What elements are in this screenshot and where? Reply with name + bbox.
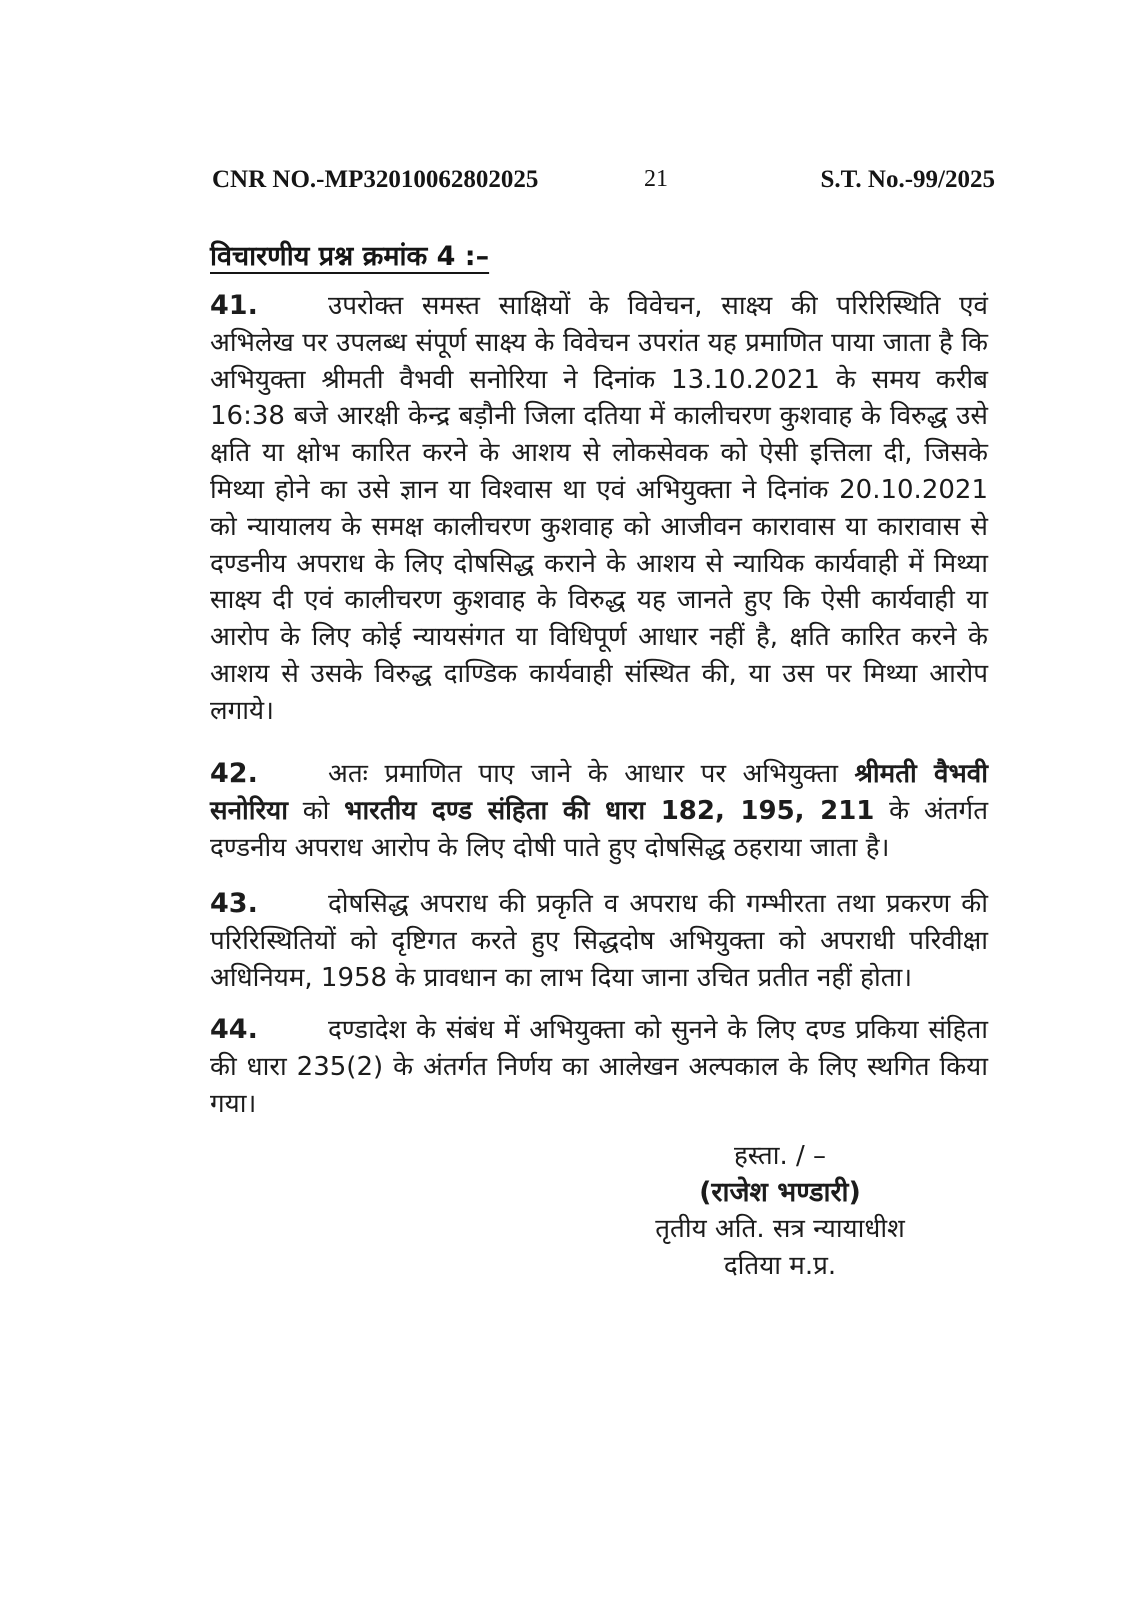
paragraph-text-segment: श्रीमती वैभवी सनोरिया (210, 759, 988, 826)
signature-place: दतिया म.प्र. (723, 1250, 837, 1281)
paragraph-text-segment: को (287, 795, 345, 826)
paragraph-number: 43. (210, 888, 258, 919)
paragraph-text-segment: के अंतर्गत दण्डनीय अपराध आरोप के लिए दोषी पाते हुए दोषसिद्ध ठहराया जाता है। (210, 795, 989, 863)
paragraph-43 (210, 886, 988, 996)
paragraph-text-segment: भारतीय दण्ड संहिता की धारा 182, 195, 211 (344, 795, 875, 826)
paragraph-41 (210, 288, 988, 730)
paragraph-text-segment: दोषसिद्ध अपराध की प्रकृति व अपराध की गम्भीरता तथा प्रकरण की परिरिस्थितियों को दृष्टिगत करते हुए सिद्धदोष अभियुक्ता को अपराधी परिवीक्षा अधिनियम, 1958 के प्रावधान का लाभ दिया जाना उचित प्रतीत नहीं होता। (210, 889, 988, 993)
header-page-number: 21 (644, 166, 668, 192)
signature-block (600, 1138, 960, 1284)
header-st-number: S.T. No.-99/2025 (820, 166, 995, 193)
paragraph-text-segment: अतः प्रमाणित पाए जाने के आधार पर अभियुक्ता (328, 759, 855, 789)
signature-designation: तृतीय अति. सत्र न्यायाधीश (655, 1214, 905, 1244)
header-cnr-number: CNR NO.-MP32010062802025 (212, 166, 539, 193)
paragraph-42 (210, 756, 988, 866)
paragraph-text-segment: उपरोक्त समस्त साक्षियों के विवेचन, साक्ष्य की परिरिस्थिति एवं अभिलेख पर उपलब्ध संपूर्ण साक्ष्य के विवेचन उपरांत यह प्रमाणित पाया जाता है कि अभियुक्ता श्रीमती वैभवी सनोरिया ने दिनांक 13.10.2021 के समय करीब 16:38 बजे आरक्षी केन्द्र बड़ौनी जिला दतिया में कालीचरण कुशवाह के विरुद्ध उसे क्षति या क्षोभ कारित करने के आशय से लोकसेवक को ऐसी इत्तिला दी, जिसके मिथ्या होने का उसे ज्ञान या विश्वास था एवं अभियुक्ता ने दिनांक 20.10.2021 को न्यायालय के समक्ष कालीचरण कुशवाह को आजीवन कारावास या कारावास से दण्डनीय अपराध के लिए दोषसिद्ध कराने के आशय से न्यायिक कार्यवाही में मिथ्या साक्ष्य दी एवं कालीचरण कुशवाह के विरुद्ध यह जानते हुए कि ऐसी कार्यवाही या आरोप के लिए कोई न्यायसंगत या विधिपूर्ण आधार नहीं है, क्षति कारित करने के आशय से उसके विरुद्ध दाण्डिक कार्यवाही संस्थित की, या उस पर मिथ्या आरोप लगाये। (210, 291, 988, 726)
signature-judge-name: (राजेश भण्डारी) (699, 1176, 861, 1208)
section-heading: विचारणीय प्रश्न क्रमांक 4 :– (210, 241, 490, 272)
paragraph-number: 44. (210, 1014, 258, 1045)
signature-signed-label: हस्ता. / – (733, 1141, 827, 1171)
paragraph-44 (210, 1012, 988, 1122)
paragraph-number: 42. (210, 758, 258, 789)
paragraph-number: 41. (210, 290, 258, 321)
paragraph-text-segment: दण्डादेश के संबंध में अभियुक्ता को सुनने के लिए दण्ड प्रकिया संहिता की धारा 235(2) के अंतर्गत निर्णय का आलेखन अल्पकाल के लिए स्थगित किया गया। (210, 1015, 988, 1119)
